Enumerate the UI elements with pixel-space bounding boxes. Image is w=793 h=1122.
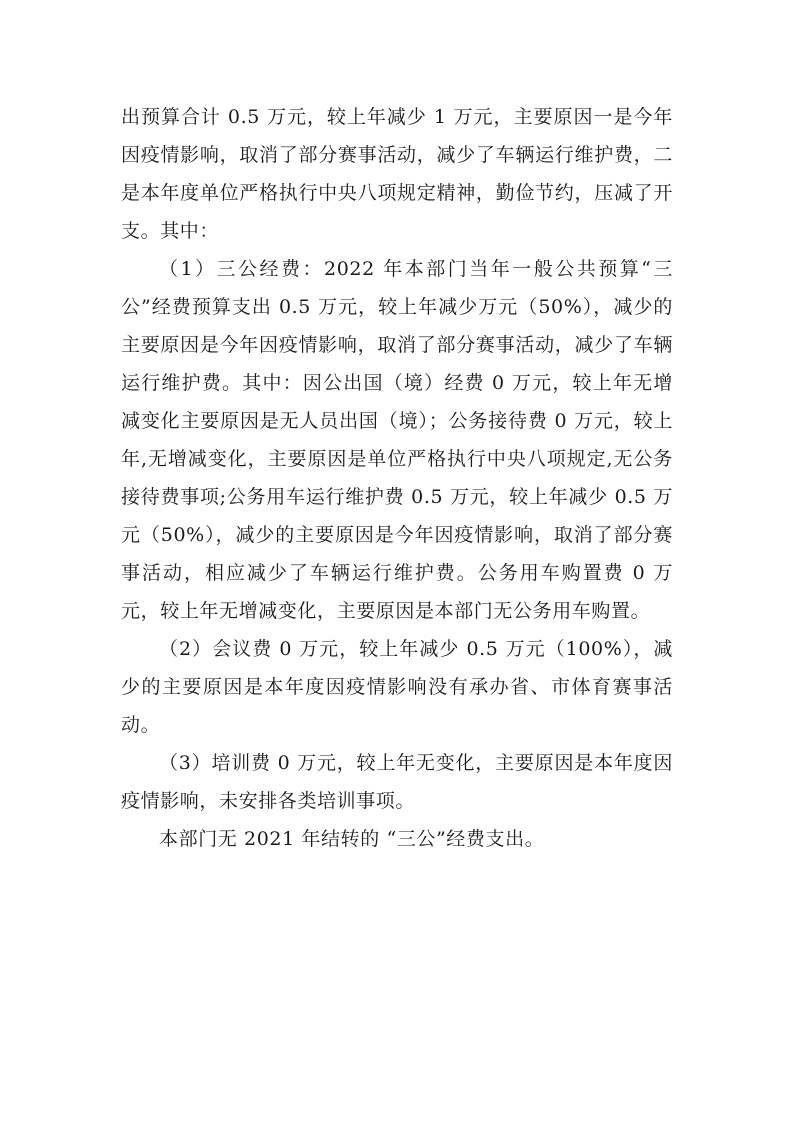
paragraph-intro: 出预算合计 0.5 万元，较上年减少 1 万元，主要原因一是今年因疫情影响，取消了部分赛事活动，减少了车辆运行维护费，二是本年度单位严格执行中央八项规定精神，勤俭节约，压减了开支。其中： [121, 106, 673, 242]
paragraph-item-3-training-fees: （3）培训费 0 万元，较上年无变化，主要原因是本年度因疫情影响，未安排各类培训事项。 [121, 752, 673, 812]
paragraph-item-1-three-public-expenses: （1）三公经费：2022 年本部门当年一般公共预算“三公”经费预算支出 0.5 万元，较上年减少万元（50%），减少的主要原因是今年因疫情影响，取消了部分赛事活动，减少了车辆运行维护费。其中：因公出国（境）经费 0 万元，较上年无增减变化主要原因是无人员出国（境）；公务接待费 0 万元，较上年,无增减变化，主要原因是单位严格执行中央八项规定,无公务接待费事项;公务用车运行维护费 0.5 万元，较上年减少 0.5 万元（50%），减少的主要原因是今年因疫情影响，取消了部分赛事活动，相应减少了车辆运行维护费。公务用车购置费 0 万元，较上年无增减变化，主要原因是本部门无公务用车购置。 [121, 258, 673, 622]
document-body [121, 98, 673, 858]
paragraph-closing: 本部门无 2021 年结转的 “三公”经费支出。 [159, 828, 545, 850]
paragraph-item-2-meeting-fees: （2）会议费 0 万元，较上年减少 0.5 万元（100%），减少的主要原因是本年度因疫情影响没有承办省、市体育赛事活动。 [121, 638, 673, 736]
